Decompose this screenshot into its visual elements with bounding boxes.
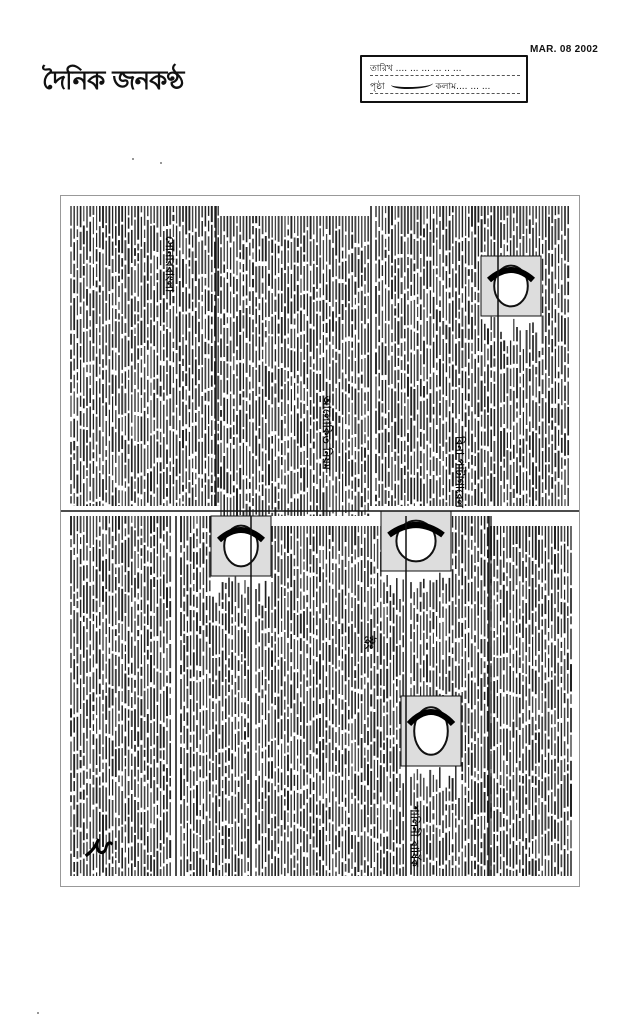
newspaper-masthead: দৈনিক জনকণ্ঠ xyxy=(42,66,184,96)
stamp-column-label: কলাম.... ... ... xyxy=(435,82,491,92)
clipping-page-number: ২ xyxy=(80,836,122,860)
clipping-headline: স্ট্রং xyxy=(363,636,376,650)
stamp-date-line: তারিখ .... ... ... ... .. ... xyxy=(370,61,520,76)
speck xyxy=(37,1012,39,1014)
clipping-headline: আলোকিত নিয়ম xyxy=(320,396,333,470)
speck xyxy=(132,158,134,160)
clipping-headline: বিনা পাটাগারেল xyxy=(453,436,466,508)
stamp-page-line xyxy=(370,79,520,94)
archive-stamp xyxy=(360,55,528,103)
handwritten-signature xyxy=(391,79,433,89)
stamp-date: MAR. 08 2002 xyxy=(530,44,599,55)
stamp-page-label: পৃষ্ঠা xyxy=(370,82,385,92)
newspaper-clipping xyxy=(60,195,580,887)
clipping-image xyxy=(61,196,579,886)
clipping-headline: শালিনী বার্ষিক xyxy=(408,806,421,867)
clipping-headline: সোনারবাংলা xyxy=(163,236,176,293)
speck xyxy=(160,162,162,164)
